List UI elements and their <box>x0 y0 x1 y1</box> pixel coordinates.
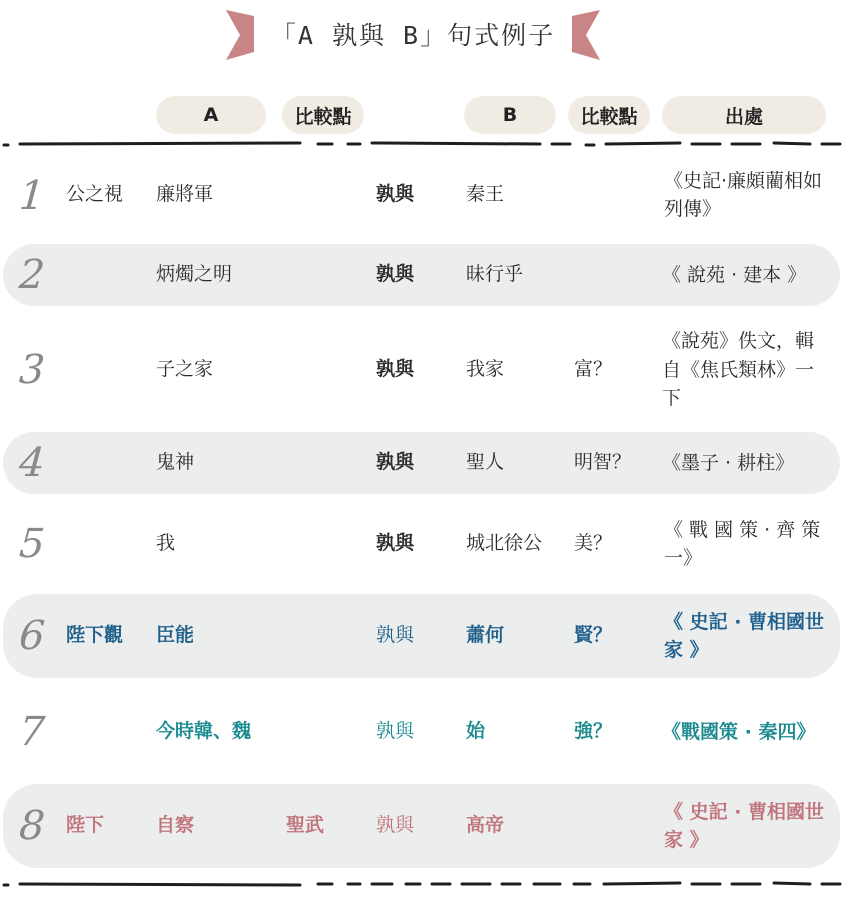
header-a: A <box>156 96 266 134</box>
connector-cell: 孰與 <box>376 263 415 286</box>
source-cell: 《 史記 · 曹相國世家 》 <box>664 610 825 661</box>
row-number: 3 <box>17 347 47 393</box>
row-number: 1 <box>17 173 47 219</box>
b-cell: 我家 <box>466 358 505 381</box>
b-cell: 城北徐公 <box>466 532 543 555</box>
header-source: 出處 <box>662 96 826 134</box>
compare-cell: 強？ <box>574 720 613 743</box>
b-cell: 聖人 <box>466 451 505 474</box>
a-cell: 臣能 <box>156 624 195 647</box>
source-cell: 《說苑》佚文，輯自《焦氏類林》一下 <box>662 330 815 410</box>
row-number: 2 <box>17 252 47 298</box>
compare-cell: 賢？ <box>574 624 613 647</box>
connector-cell: 孰與 <box>376 183 415 206</box>
compare-cell: 美？ <box>574 532 613 555</box>
row-number: 4 <box>17 440 47 486</box>
source-cell: 《墨子 · 耕柱》 <box>662 451 795 474</box>
a-cell: 鬼神 <box>156 451 195 474</box>
header-b: B <box>464 96 556 134</box>
header-compare-point-1: 比較點 <box>282 96 364 134</box>
middle-cell: 聖武 <box>286 814 325 837</box>
prefix-cell: 公之視 <box>66 183 124 206</box>
row-number: 5 <box>17 521 47 567</box>
connector-cell: 孰與 <box>376 358 415 381</box>
connector-cell: 孰與 <box>376 624 415 647</box>
b-cell: 始 <box>466 720 486 743</box>
source-cell: 《 說苑 · 建本 》 <box>662 263 807 286</box>
a-cell: 子之家 <box>156 358 214 381</box>
source-cell: 《史記·廉頗藺相如列傳》 <box>664 169 823 220</box>
source-cell: 《 史記 · 曹相國世家 》 <box>664 800 825 851</box>
a-cell: 自察 <box>156 814 195 837</box>
b-cell: 高帝 <box>466 814 505 837</box>
source-cell: 《戰國策 · 秦四》 <box>662 720 816 743</box>
row-number: 6 <box>17 613 47 659</box>
row-number: 8 <box>17 803 47 849</box>
source-cell: 《 戰 國 策 · 齊 策 一》 <box>664 518 821 569</box>
a-cell: 我 <box>156 532 176 555</box>
compare-cell: 富？ <box>574 358 613 381</box>
b-cell: 昧行乎 <box>466 263 524 286</box>
header-compare-point-2: 比較點 <box>568 96 650 134</box>
top-divider <box>0 138 850 150</box>
connector-cell: 孰與 <box>376 720 415 743</box>
connector-cell: 孰與 <box>376 451 415 474</box>
row-number: 7 <box>17 709 47 755</box>
a-cell: 廉將軍 <box>156 183 214 206</box>
bottom-divider <box>0 878 850 890</box>
prefix-cell: 陛下 <box>66 814 105 837</box>
b-cell: 秦王 <box>466 183 505 206</box>
page-title: 「A 孰與 B」句式例子 <box>270 21 556 50</box>
connector-cell: 孰與 <box>376 814 415 837</box>
a-cell: 炳燭之明 <box>156 263 233 286</box>
compare-cell: 明智？ <box>574 451 632 474</box>
prefix-cell: 陛下觀 <box>66 624 124 647</box>
a-cell: 今時韓、魏 <box>156 720 252 743</box>
title-banner <box>224 6 602 62</box>
b-cell: 蕭何 <box>466 624 505 647</box>
connector-cell: 孰與 <box>376 532 415 555</box>
